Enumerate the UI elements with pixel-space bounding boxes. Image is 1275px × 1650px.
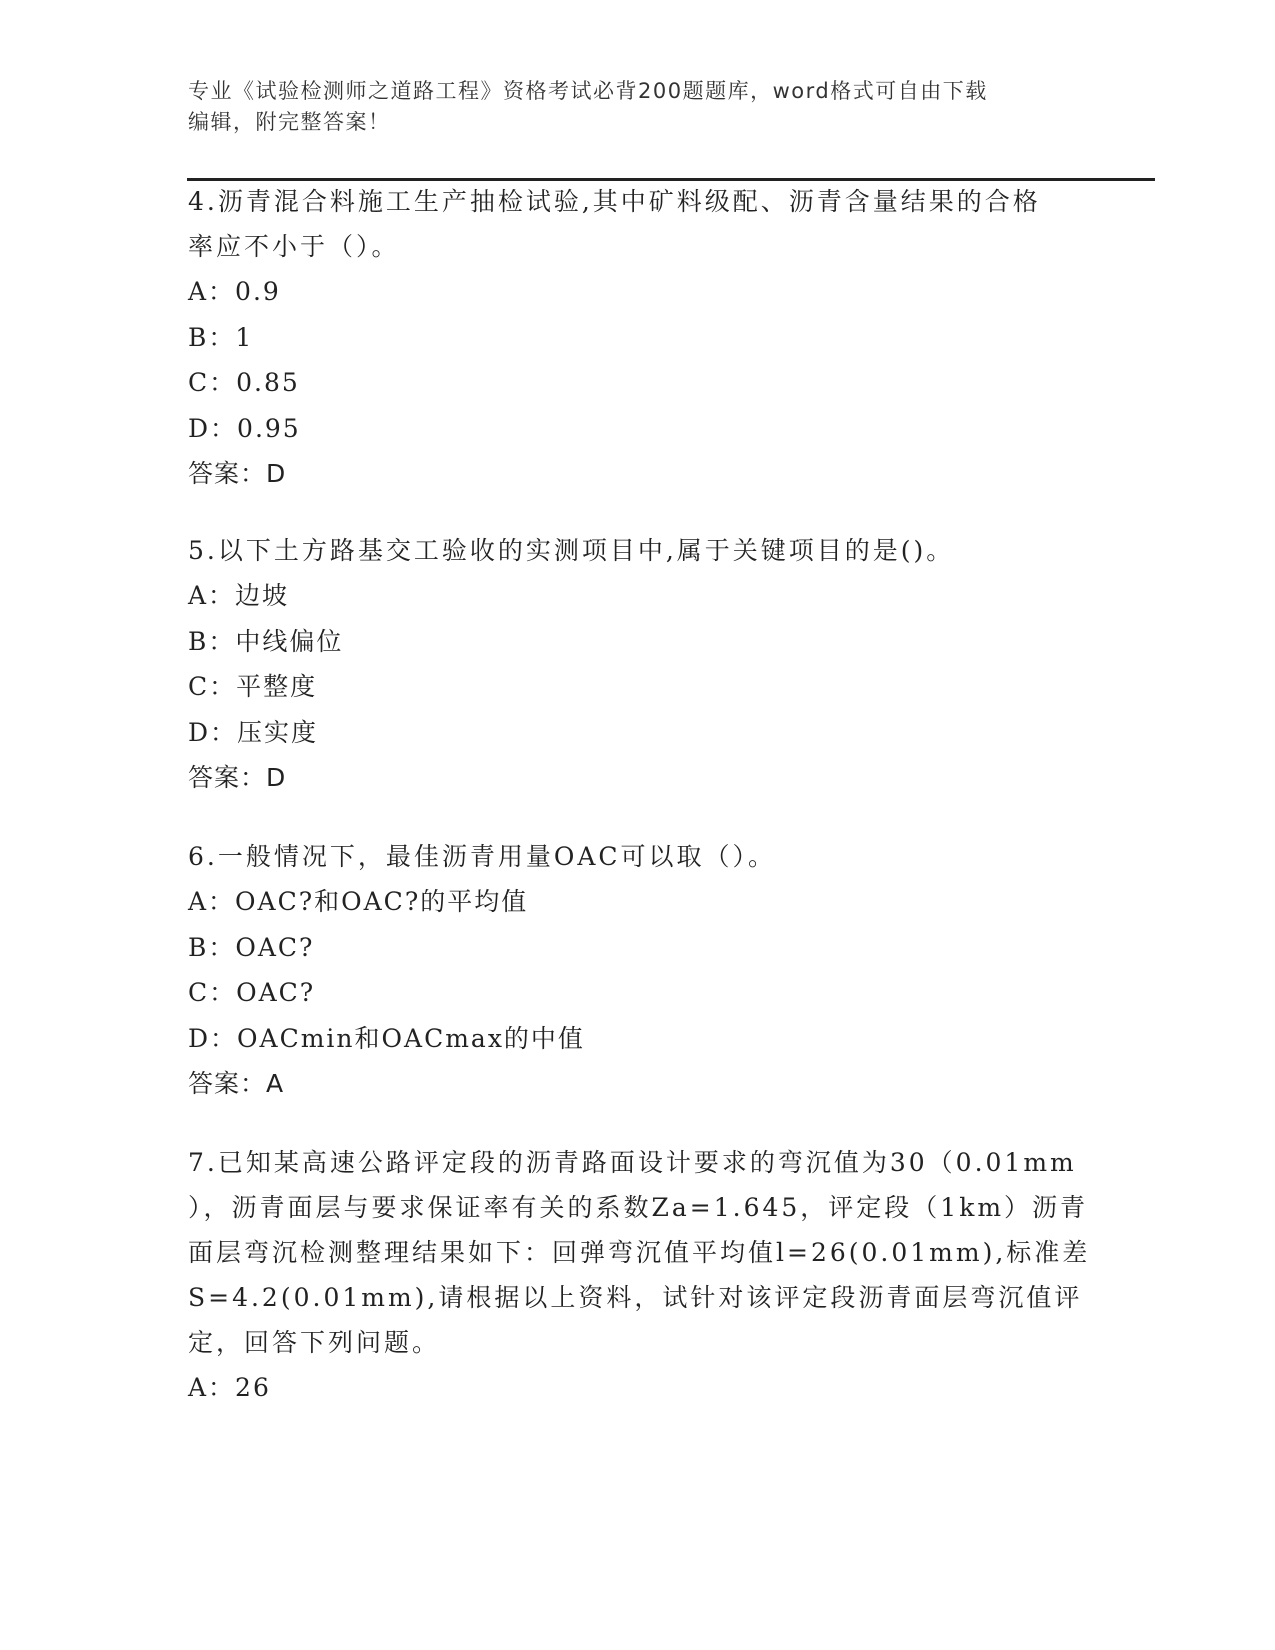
stem-line: 7.已知某高速公路评定段的沥青路面设计要求的弯沉值为30（0.01mm [188, 1148, 1077, 1177]
header-title-line-1: 专业《试验检测师之道路工程》资格考试必背200题题库，word格式可自由下载 [188, 79, 988, 103]
option-c: C：OAC? [188, 978, 316, 1007]
stem-line: S=4.2(0.01mm),请根据以上资料，试针对该评定段沥青面层弯沉值评 [188, 1283, 1083, 1312]
stem-line: 5.以下土方路基交工验收的实测项目中,属于关键项目的是()。 [188, 536, 955, 565]
stem-line: ），沥青面层与要求保证率有关的系数Za=1.645，评定段（1km）沥青 [188, 1193, 1089, 1222]
question-stem [188, 1140, 1091, 1365]
option-c: C：平整度 [188, 672, 318, 701]
option-d: D：压实度 [188, 717, 319, 747]
document-header [188, 76, 1068, 138]
question-7 [188, 1140, 1091, 1411]
stem-line: 率应不小于（）。 [188, 232, 400, 261]
header-title-line-2: 编辑，附完整答案！ [188, 110, 391, 134]
question-5 [188, 528, 1078, 800]
stem-line: 定，回答下列问题。 [188, 1328, 441, 1357]
question-stem [188, 834, 1078, 879]
option-a: A：OAC?和OAC?的平均值 [188, 887, 529, 916]
stem-line: 4.沥青混合料施工生产抽检试验,其中矿料级配、沥青含量结果的合格 [188, 187, 1041, 216]
answer: 答案：D [188, 763, 287, 792]
option-d: D：OACmin和OACmax的中值 [188, 1023, 585, 1053]
question-stem [188, 179, 1078, 269]
stem-line: 6.一般情况下，最佳沥青用量OAC可以取（）。 [188, 842, 777, 871]
option-c: C：0.85 [188, 368, 300, 397]
option-b: B：中线偏位 [188, 626, 344, 656]
option-b: B：OAC? [188, 932, 315, 962]
question-stem [188, 528, 1078, 573]
option-d: D：0.95 [188, 413, 301, 443]
option-a: A：26 [188, 1373, 271, 1402]
question-4 [188, 179, 1078, 496]
answer: 答案：D [188, 459, 287, 488]
question-6 [188, 834, 1078, 1106]
option-b: B：1 [188, 322, 254, 352]
answer: 答案：A [188, 1069, 285, 1098]
stem-line: 面层弯沉检测整理结果如下：回弹弯沉值平均值l=26(0.01mm),标准差 [188, 1238, 1091, 1267]
option-a: A：边坡 [188, 581, 290, 610]
option-a: A：0.9 [188, 277, 281, 306]
